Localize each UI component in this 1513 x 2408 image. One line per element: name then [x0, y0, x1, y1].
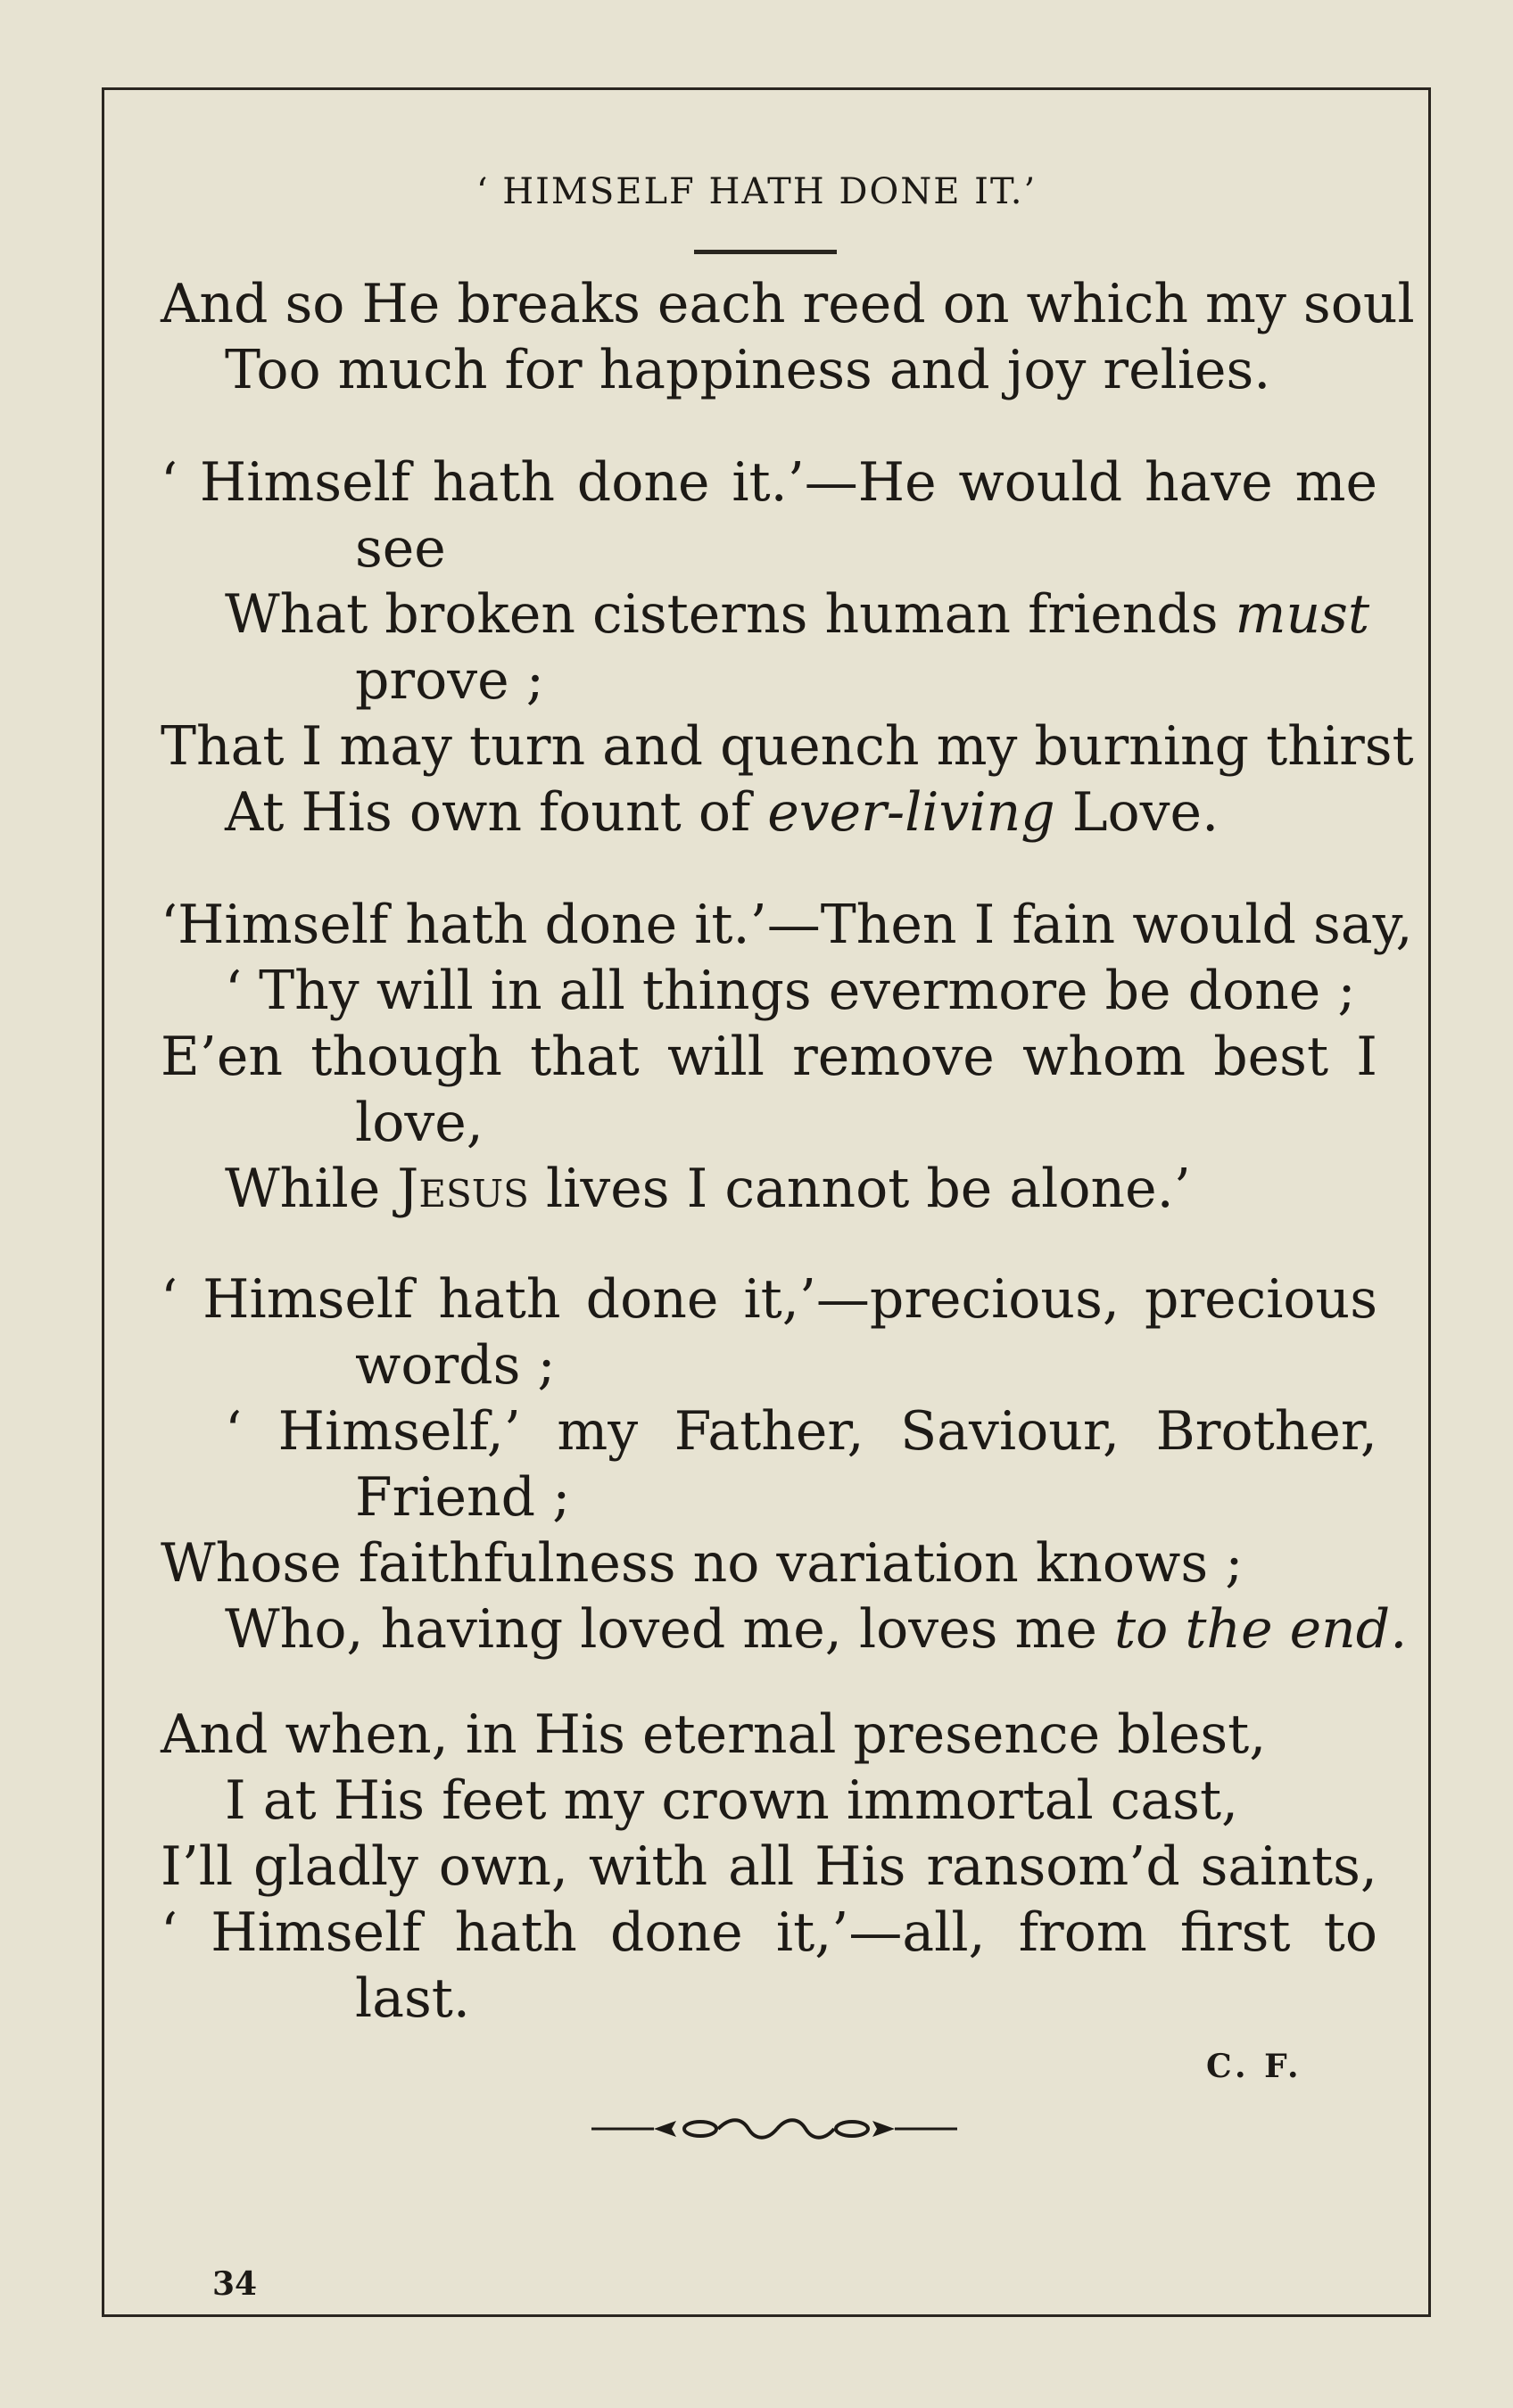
poem-line: While Jesus lives I cannot be alone.’: [225, 1158, 1191, 1220]
poem-line: And so He breaks each reed on which my soul: [161, 273, 1415, 335]
poem-line: words ;: [355, 1334, 556, 1397]
poem-line: I at His feet my crown immortal cast,: [225, 1769, 1239, 1832]
poem-line: ‘Himself hath done it.’—Then I fain would say,: [161, 894, 1413, 956]
poem-line: I’ll gladly own, with all His ransom’d saints,: [161, 1835, 1377, 1898]
small-caps-name: Jesus: [397, 1158, 529, 1220]
poem-line: last.: [355, 1967, 470, 2030]
author-signature: C. F.: [1206, 2048, 1302, 2085]
poem-line: And when, in His eternal presence blest,: [161, 1703, 1267, 1766]
page-number: 34: [212, 2265, 258, 2303]
poem-line: Whose faithfulness no variation knows ;: [161, 1532, 1244, 1595]
poem-line: prove ;: [355, 649, 544, 712]
poem-line: E’en though that will remove whom best I: [161, 1026, 1377, 1088]
poem-line: What broken cisterns human friends must: [225, 583, 1370, 646]
emphasis: must: [1235, 583, 1370, 646]
poem-line: Who, having loved me, loves me to the end.: [225, 1598, 1408, 1661]
poem-line: ‘ Thy will in all things evermore be done ;: [225, 960, 1356, 1022]
title-rule: [694, 250, 837, 254]
emphasis: to the end.: [1114, 1598, 1408, 1661]
poem-line: see: [355, 517, 446, 580]
poem-line: ‘ Himself hath done it,’—precious, precious: [161, 1268, 1377, 1331]
poem-line: That I may turn and quench my burning thirst: [161, 715, 1414, 778]
poem-line: Too much for happiness and joy relies.: [225, 339, 1271, 401]
poem-line: ‘ Himself hath done it,’—all, from first to: [161, 1901, 1377, 1964]
poem-line: love,: [355, 1092, 484, 1154]
poem-line: ‘ Himself hath done it.’—He would have me: [161, 451, 1377, 514]
scroll-ornament-icon: [591, 2115, 957, 2142]
page-title: ‘ HIMSELF HATH DONE IT.’: [475, 171, 1038, 212]
emphasis: ever-living: [767, 781, 1055, 844]
poem-line: Friend ;: [355, 1466, 571, 1529]
poem-line: At His own fount of ever-living Love.: [225, 781, 1219, 844]
poem-line: ‘ Himself,’ my Father, Saviour, Brother,: [225, 1400, 1377, 1463]
